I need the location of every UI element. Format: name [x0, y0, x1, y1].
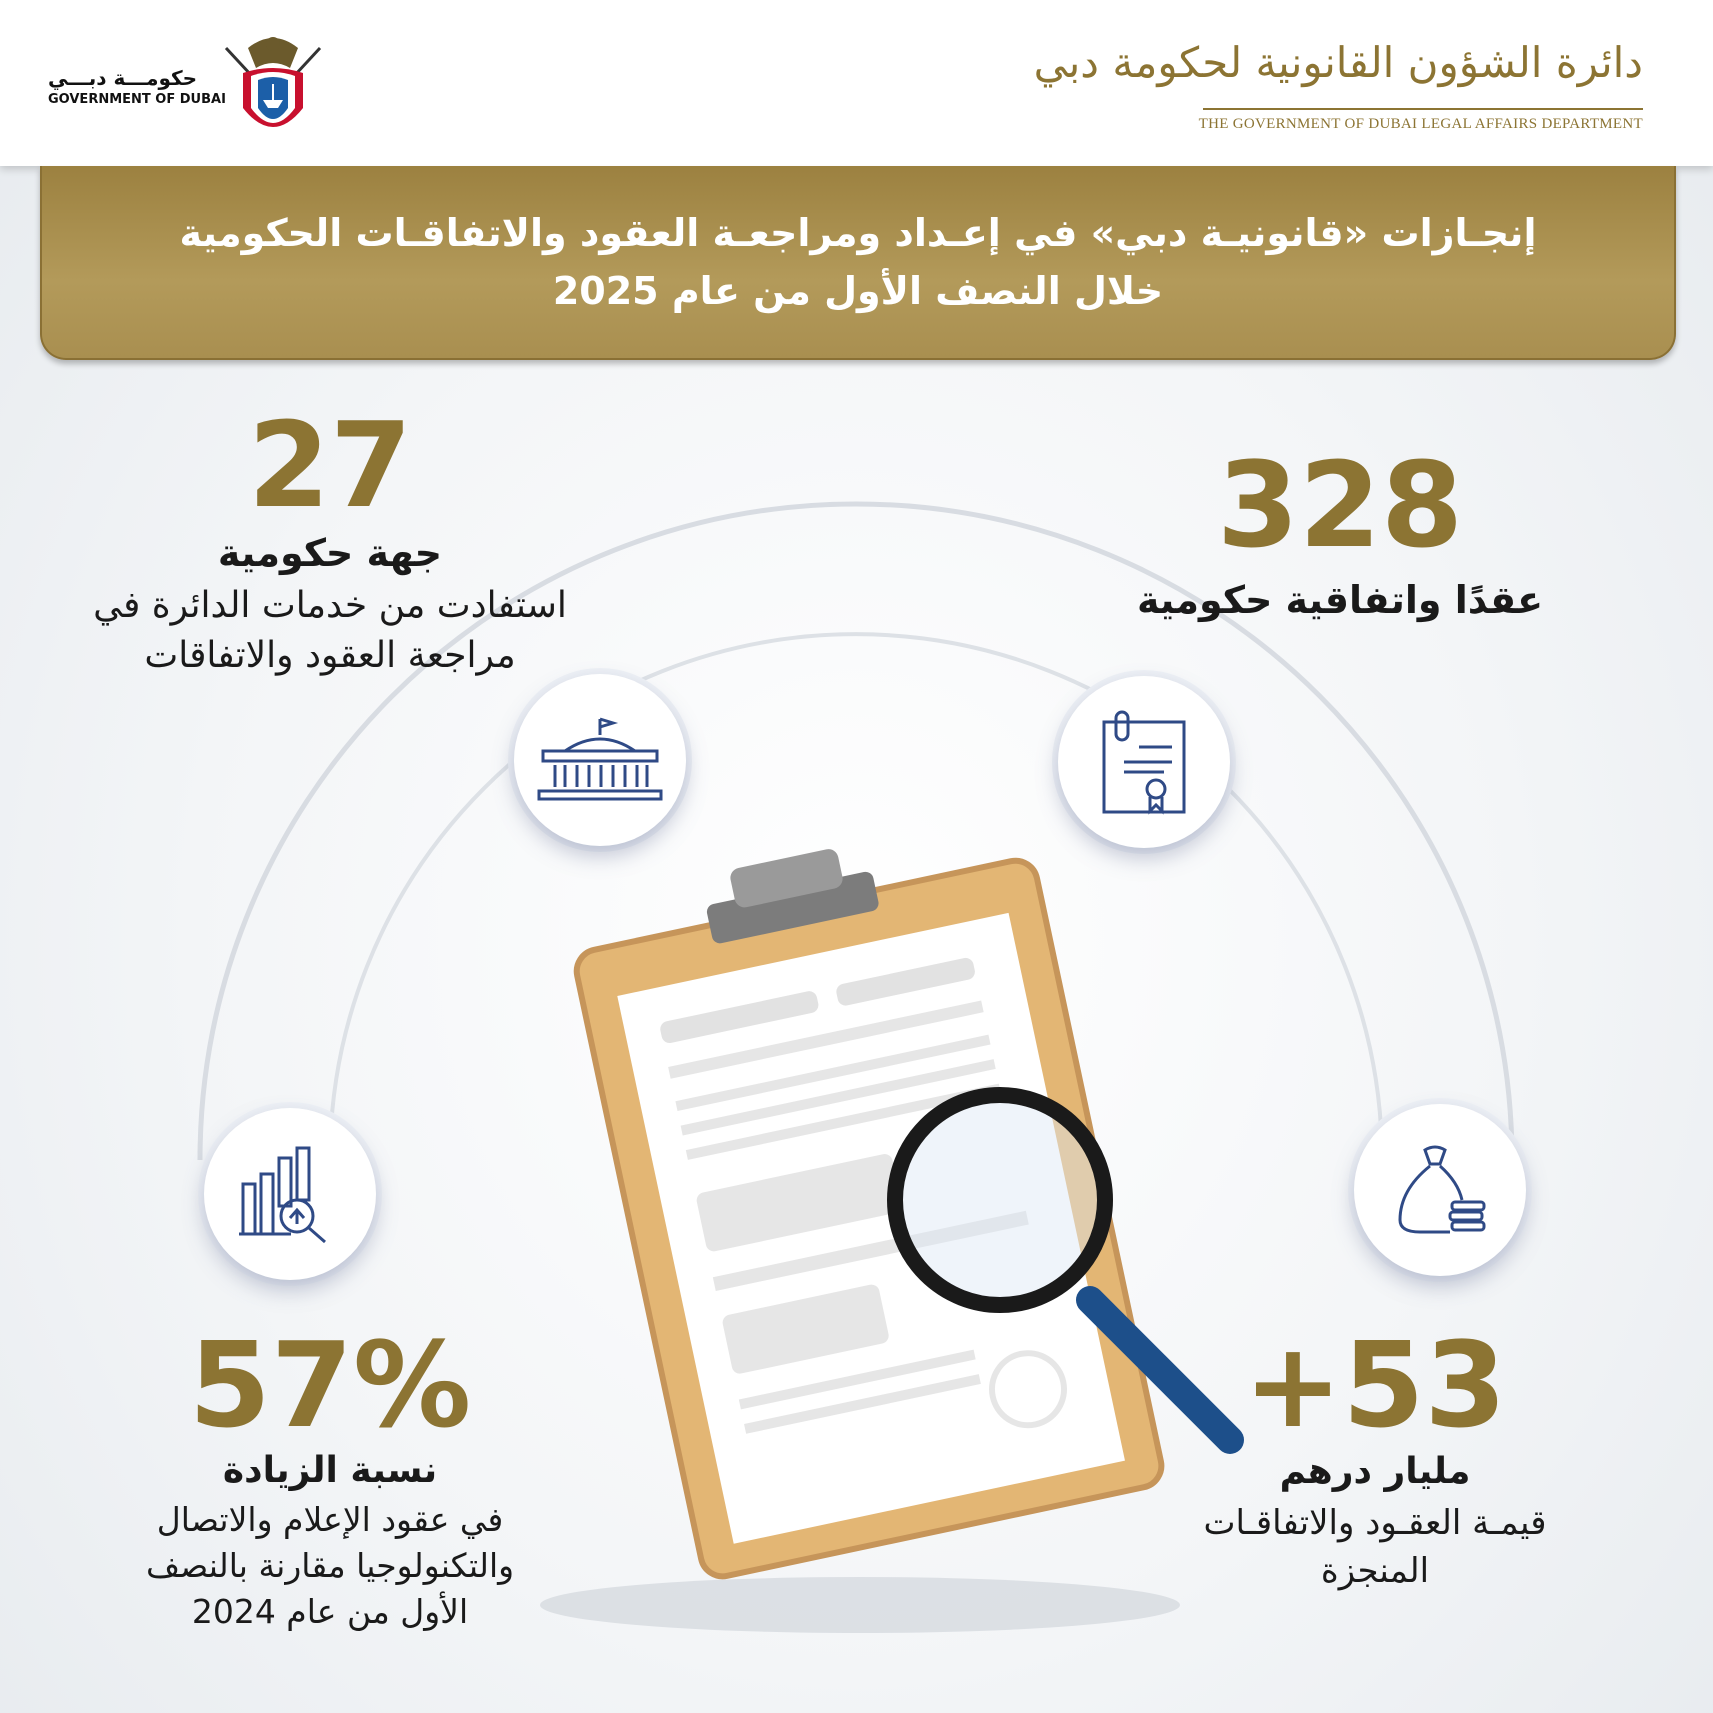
banner-subtitle: خلال النصف الأول من عام 2025	[552, 269, 1164, 313]
stat-entities-number: 27	[247, 396, 413, 534]
gov-name-en: GOVERNMENT OF DUBAI	[48, 92, 226, 107]
stat-value-label: مليار درهم	[1279, 1451, 1471, 1492]
stat-contracts	[1090, 436, 1590, 630]
stat-increase-desc-2: والتكنولوجيا مقارنة بالنصف	[145, 1546, 515, 1585]
stat-entities-desc-1: استفادت من خدمات الدائرة في	[93, 585, 567, 626]
stat-entities-desc-2: مراجعة العقود والاتفاقات	[144, 635, 516, 676]
stat-value-desc-2: المنجزة	[1320, 1551, 1430, 1591]
dept-name-ar: دائرة الشؤون القانونية لحكومة دبي	[1033, 38, 1643, 87]
banner-title: إنجـازات «قانونيـة دبي» في إعـداد ومراجعـة العقود والاتفاقـات الحكومية	[179, 211, 1537, 255]
stat-increase-label: نسبة الزيادة	[222, 1450, 438, 1491]
gov-name-ar: حكومـــة دبـــي	[48, 66, 198, 90]
stat-increase-desc-3: الأول من عام 2024	[191, 1592, 469, 1631]
stat-entities	[40, 396, 620, 681]
document-certificate-icon	[1058, 676, 1230, 848]
stat-contracts-label: عقدًا واتفاقية حكومية	[1136, 578, 1544, 622]
stat-value	[1160, 1316, 1590, 1595]
money-bag-coins-icon	[1354, 1104, 1526, 1276]
stat-increase	[40, 1316, 620, 1635]
stat-increase-desc-1: في عقود الإعلام والاتصال	[156, 1500, 504, 1539]
government-building-icon	[514, 674, 686, 846]
stat-value-desc-1: قيمـة العقـود والاتفاقـات	[1203, 1503, 1547, 1543]
stat-value-number: 53+	[1243, 1316, 1507, 1454]
stat-contracts-number: 328	[1216, 436, 1464, 574]
dept-name-en: THE GOVERNMENT OF DUBAI LEGAL AFFAIRS DEPARTMENT	[1198, 116, 1643, 132]
chart-search-icon	[204, 1108, 376, 1280]
stat-entities-label: جهة حكومية	[217, 531, 443, 575]
stat-increase-number: 57%	[188, 1316, 472, 1454]
